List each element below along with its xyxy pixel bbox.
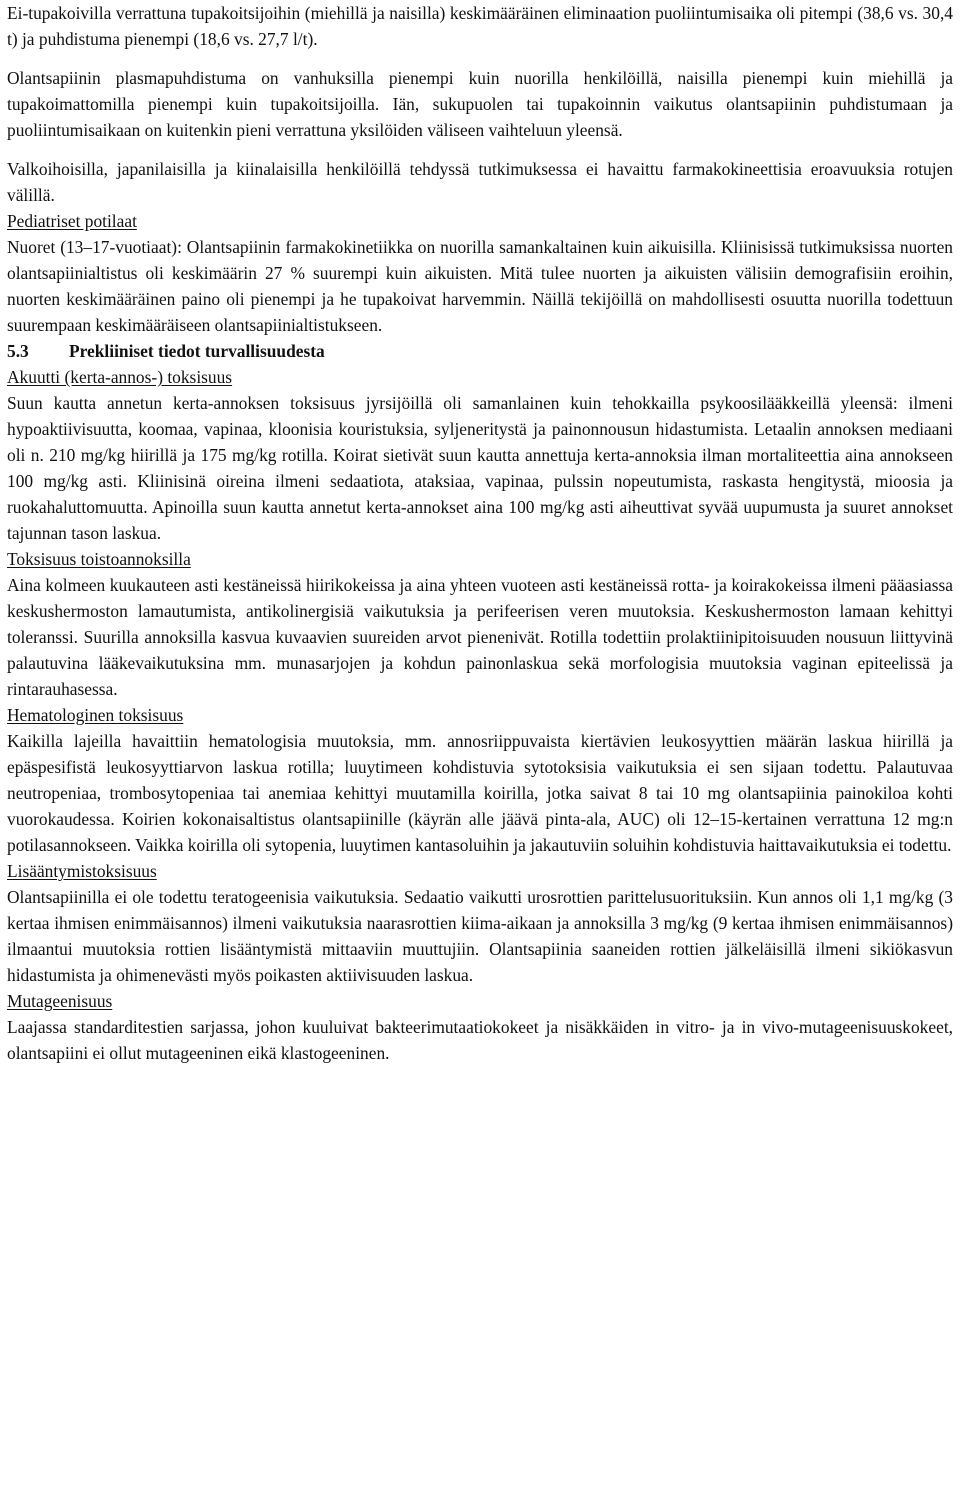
heading-hematologic-toxicity: Hematologinen toksisuus bbox=[7, 705, 184, 725]
heading-reproductive-toxicity: Lisääntymistoksisuus bbox=[7, 861, 157, 881]
heading-repeated-dose-toxicity: Toksisuus toistoannoksilla bbox=[7, 549, 191, 569]
paragraph-pediatric: Nuoret (13–17-vuotiaat): Olantsapiinin farmakokinetiikka on nuorilla samankaltainen kuin aikuisilla. Kliinisissä tutkimuksissa nuorten olantsapiinialtistus oli keskimäärin 27 % suurempi kuin aikuisten. Mitä tulee nuorten ja aikuisten välisiin demografisiin eroihin, nuorten keskimääräinen paino oli pienempi ja he tupakoivat harvemmin. Näillä tekijöillä on mahdollisesti osuutta nuorilla todettuun suurempaan keskimääräiseen olantsapiinialtistukseen. bbox=[7, 237, 953, 335]
paragraph-smoking-elimination: Ei-tupakoivilla verrattuna tupakoitsijoihin (miehillä ja naisilla) keskimääräinen eliminaation puoliintumisaika oli pitempi (38,6 vs. 30,4 t) ja puhdistuma pienempi (18,6 vs. 27,7 l/t). bbox=[7, 3, 953, 49]
paragraph-reproductive-toxicity: Olantsapiinilla ei ole todettu teratogeenisia vaikutuksia. Sedaatio vaikutti urosrottien parittelusuorituksiin. Kun annos oli 1,1 mg/kg (3 kertaa ihmisen enimmäisannos) ilmeni vaikutuksia naarasrottien kiima-aikaan ja annoksilla 3 mg/kg (9 kertaa ihmisen enimmäisannos) ilmaantui muutoksia rottien lisääntymistä mittaaviin muuttujiin. Olantsapiinia saaneiden rottien jälkeläisillä ilmeni sikiökasvun hidastumista ja ohimenevästi myös poikasten aktiivisuuden laskua. bbox=[7, 887, 953, 985]
paragraph-repeated-dose-toxicity: Aina kolmeen kuukauteen asti kestäneissä hiirikokeissa ja aina yhteen vuoteen asti kestäneissä rotta- ja koirakokeissa ilmeni pääasiassa keskushermoston lamautumista, antikolinergisiä vaikutuksia ja perifeerisen veren muutoksia. Keskushermoston lamaan kehittyi toleranssi. Suurilla annoksilla kasvua kuvaavien suureiden arvot pienenivät. Rotilla todettiin prolaktiinipitoisuuden nousuun liittyvinä palautuvina lääkevaikutuksina mm. munasarjojen ja kohdun painonlaskua sekä morfologisia muutoksia vaginan epiteelissä ja rintarauhasessa. bbox=[7, 575, 953, 699]
document-page bbox=[7, 0, 953, 1066]
heading-mutagenicity: Mutageenisuus bbox=[7, 991, 113, 1011]
paragraph-acute-toxicity: Suun kautta annetun kerta-annoksen toksisuus jyrsijöillä oli samanlainen kuin tehokkailla psykoosilääkkeillä yleensä: ilmeni hypoaktiivisuutta, koomaa, vapinaa, kloonisia kouristuksia, syljeneritystä ja painonnousun hidastumista. Letaalin annoksen mediaani oli n. 210 mg/kg hiirillä ja 175 mg/kg rotilla. Koirat sietivät suun kautta annettuja kerta-annoksia ilman mortaliteettia aina annokseen 100 mg/kg asti. Kliinisinä oireina ilmeni sedaatiota, ataksiaa, vapinaa, pulssin nopeutumista, raskasta hengitystä, mioosia ja ruokahaluttomuutta. Apinoilla suun kautta annetut kerta-annokset aina 100 mg/kg asti aiheuttivat syvää uupumusta ja suuret annokset tajunnan tason laskua. bbox=[7, 393, 953, 543]
section-heading-preclinical bbox=[7, 338, 953, 364]
paragraph-plasma-clearance: Olantsapiinin plasmapuhdistuma on vanhuksilla pienempi kuin nuorilla henkilöillä, naisilla pienempi kuin miehillä ja tupakoimattomilla pienempi kuin tupakoitsijoilla. Iän, sukupuolen tai tupakoinnin vaikutus olantsapiinin puhdistumaan ja puoliintumisaikaan on kuitenkin pieni verrattuna yksilöiden väliseen vaihteluun yleensä. bbox=[7, 68, 953, 140]
paragraph-mutagenicity: Laajassa standarditestien sarjassa, johon kuuluivat bakteerimutaatiokokeet ja nisäkkäiden in vitro- ja in vivo-mutageenisuuskokeet, olantsapiini ei ollut mutageeninen eikä klastogeeninen. bbox=[7, 1017, 953, 1063]
paragraph-ethnic-differences: Valkoihoisilla, japanilaisilla ja kiinalaisilla henkilöillä tehdyssä tutkimuksessa ei havaittu farmakokineettisia eroavuuksia rotujen välillä. bbox=[7, 159, 953, 205]
heading-pediatric-patients: Pediatriset potilaat bbox=[7, 211, 137, 231]
section-number: 5.3 bbox=[7, 341, 29, 361]
section-title: Prekliiniset tiedot turvallisuudesta bbox=[69, 341, 325, 361]
heading-acute-toxicity: Akuutti (kerta-annos-) toksisuus bbox=[7, 367, 233, 387]
paragraph-hematologic-toxicity: Kaikilla lajeilla havaittiin hematologisia muutoksia, mm. annosriippuvaista kiertävien leukosyyttien määrän laskua hiirillä ja epäspesifistä leukosyyttiarvon laskua rotilla; luuytimeen kohdistuvia sytotoksisia vaikutuksia ei sen sijaan todettu. Palautuvaa neutropeniaa, trombosytopeniaa tai anemiaa kehittyi muutamilla koirilla, jotka saivat 8 tai 10 mg olantsapiinia painokiloa kohti vuorokaudessa. Koirien kokonaisaltistus olantsapiinille (käyrän alle jäävä pinta-ala, AUC) oli 12–15-kertainen verrattuna 12 mg:n potilasannokseen. Vaikka koirilla oli sytopenia, luuytimen kantasoluihin ja jakautuviin soluihin kohdistuvia haittavaikutuksia ei todettu. bbox=[7, 731, 953, 855]
